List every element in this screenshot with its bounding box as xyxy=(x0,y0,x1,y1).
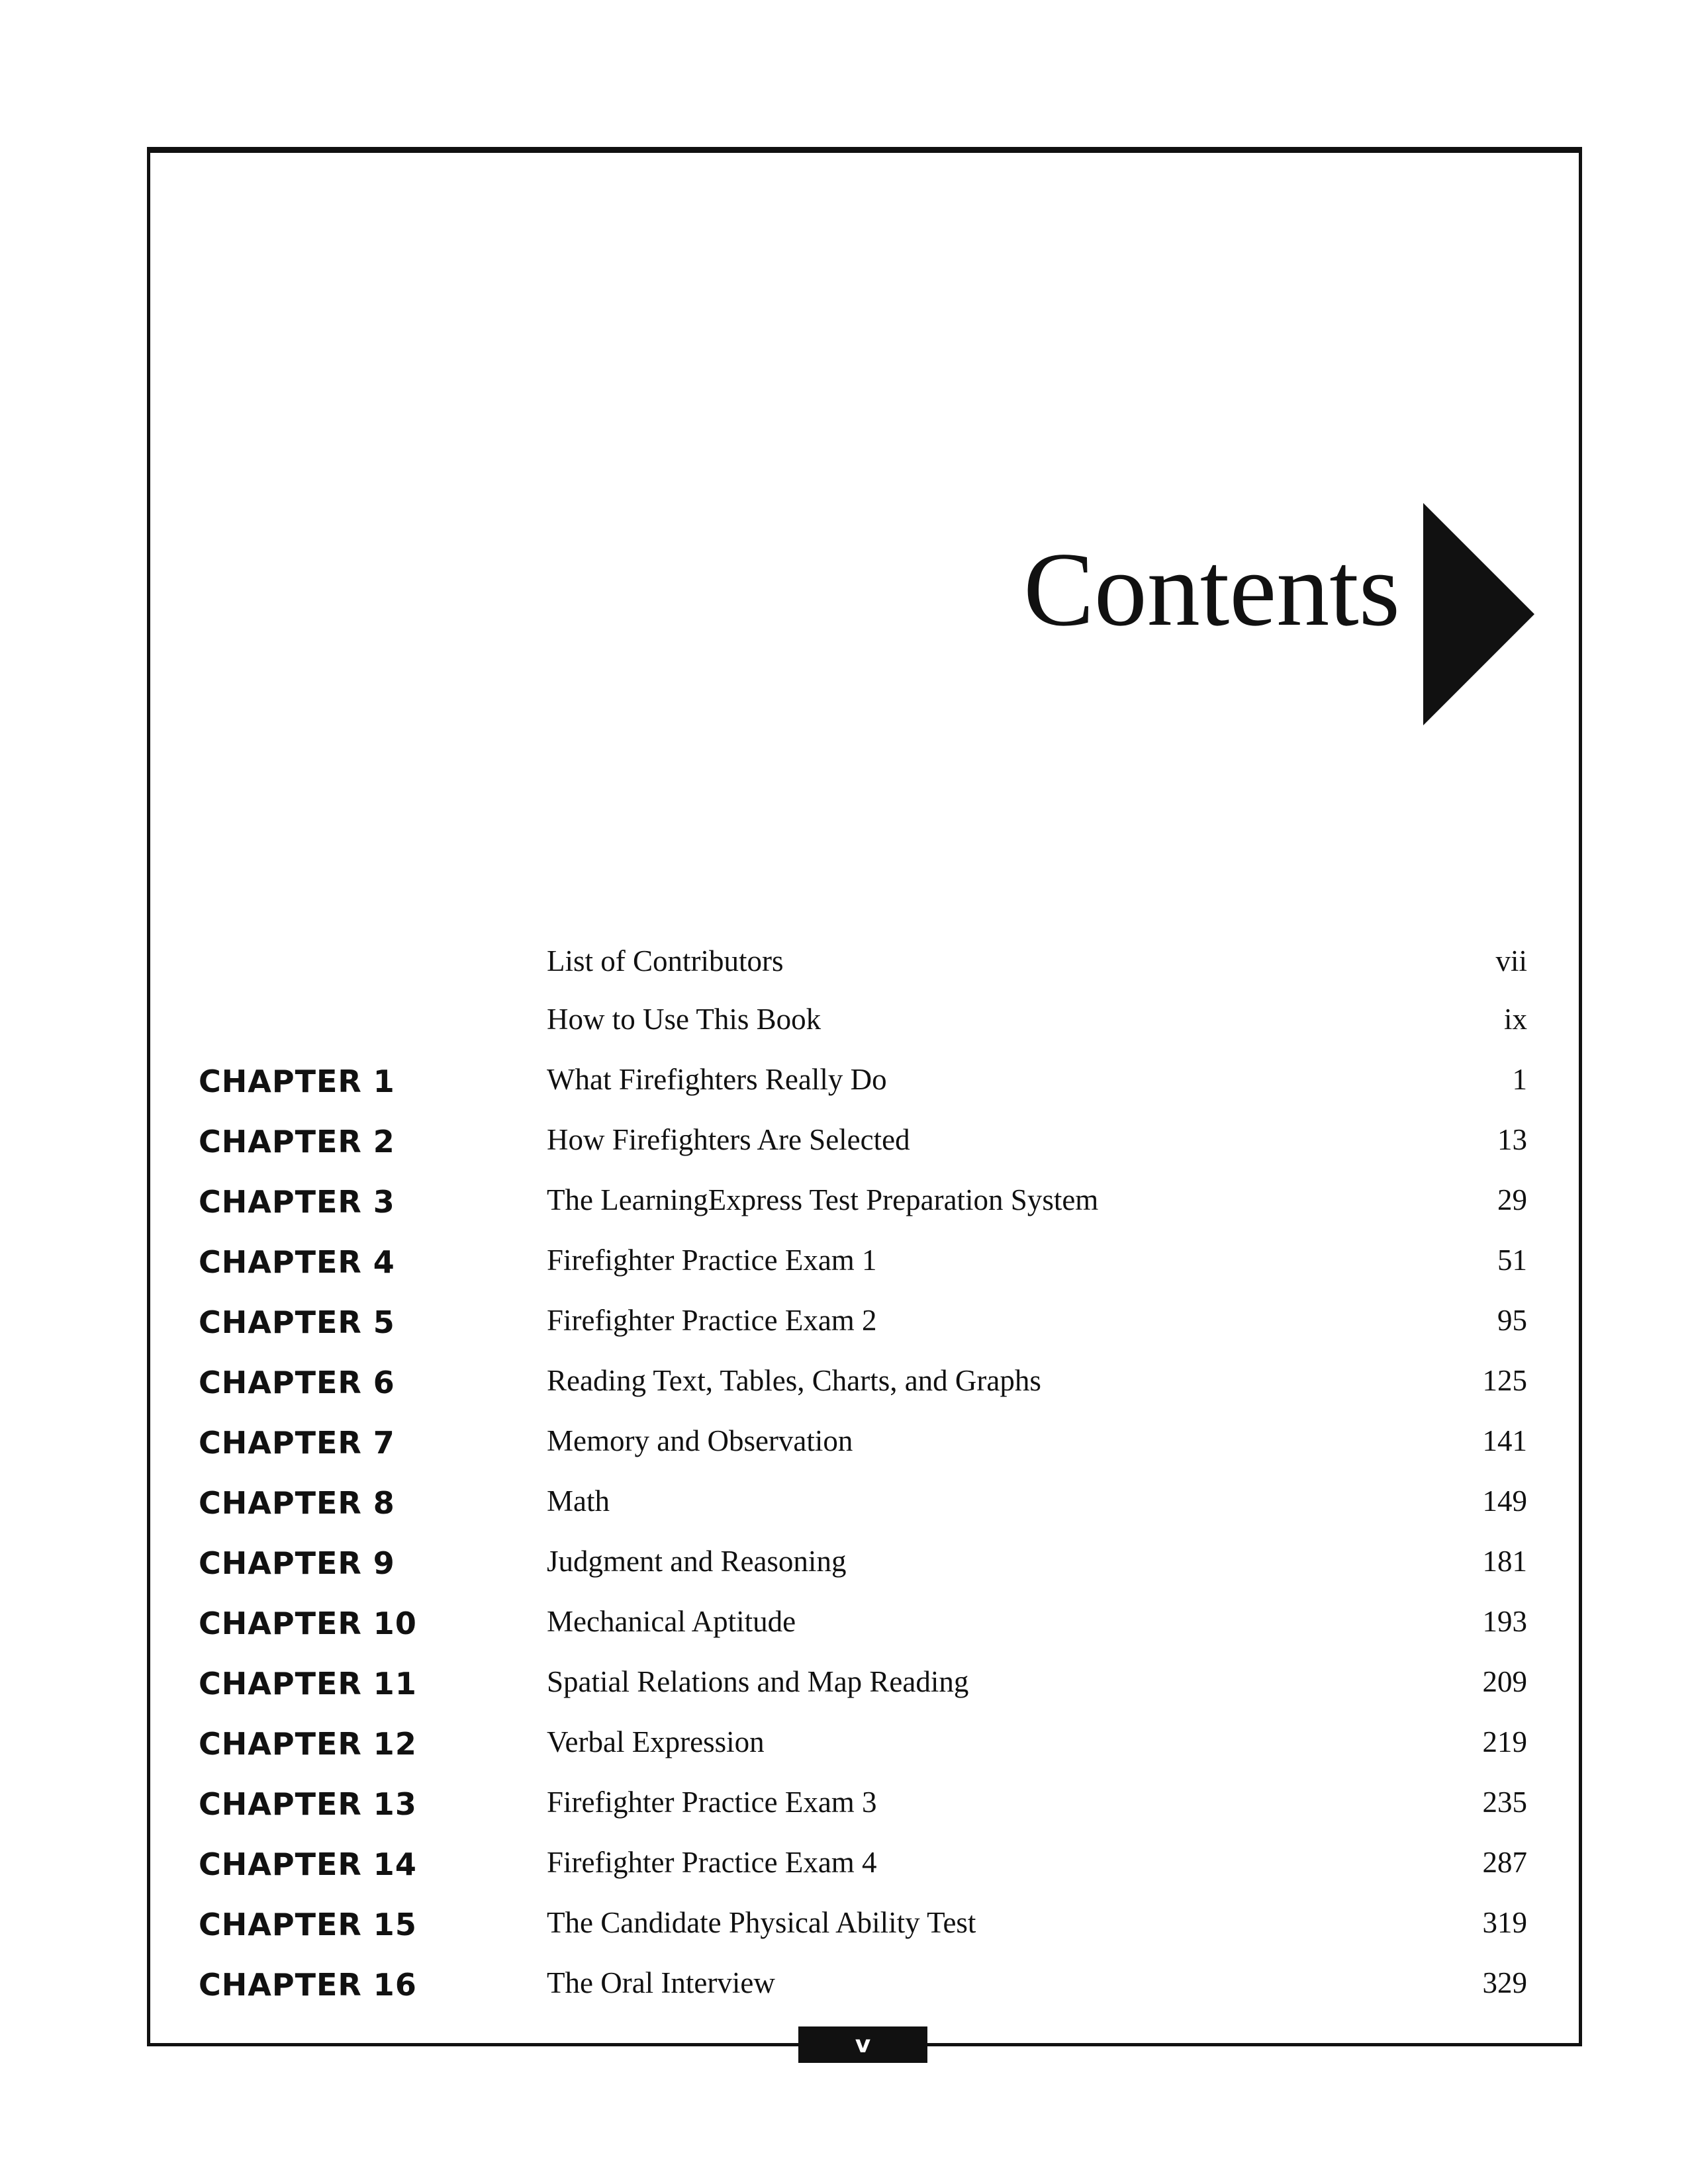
entry-title: Reading Text, Tables, Charts, and Graphs xyxy=(547,1364,1041,1397)
chapter-label: CHAPTER 12 xyxy=(199,1726,417,1762)
page-folio: v xyxy=(798,2026,927,2063)
entry-page-number: ix xyxy=(1503,1003,1527,1036)
chapter-label: CHAPTER 5 xyxy=(199,1304,395,1340)
entry-page-number: 193 xyxy=(1482,1605,1527,1638)
entry-title: Firefighter Practice Exam 1 xyxy=(547,1244,877,1277)
entry-page-number: 95 xyxy=(1497,1304,1527,1337)
entry-title: Verbal Expression xyxy=(547,1725,765,1758)
entry-title: Math xyxy=(547,1484,610,1518)
entry-title: The LearningExpress Test Preparation System xyxy=(547,1183,1099,1216)
toc-entry[interactable] xyxy=(0,1293,1688,1353)
entry-page-number: 141 xyxy=(1482,1424,1527,1457)
entry-page-number: 29 xyxy=(1497,1183,1527,1216)
toc-entry[interactable] xyxy=(0,1895,1688,1955)
entry-title: Firefighter Practice Exam 3 xyxy=(547,1786,877,1819)
entry-page-number: 209 xyxy=(1482,1665,1527,1698)
toc-entry[interactable] xyxy=(0,1473,1688,1533)
triangle-right-icon xyxy=(1423,503,1534,725)
chapter-label: CHAPTER 7 xyxy=(199,1425,395,1461)
toc-entry[interactable] xyxy=(0,1052,1688,1112)
entry-page-number: vii xyxy=(1495,944,1527,978)
entry-page-number: 181 xyxy=(1482,1545,1527,1578)
chapter-label: CHAPTER 3 xyxy=(199,1184,395,1220)
entry-title: The Candidate Physical Ability Test xyxy=(547,1906,976,1939)
entry-page-number: 287 xyxy=(1482,1846,1527,1879)
toc-entry[interactable] xyxy=(0,1654,1688,1714)
toc-entry[interactable] xyxy=(0,1413,1688,1473)
toc-entry[interactable] xyxy=(0,1112,1688,1172)
entry-title: How to Use This Book xyxy=(547,1003,821,1036)
entry-title: Memory and Observation xyxy=(547,1424,853,1457)
entry-page-number: 1 xyxy=(1512,1063,1527,1096)
chapter-label: CHAPTER 11 xyxy=(199,1666,417,1702)
toc-entry[interactable] xyxy=(0,1533,1688,1594)
entry-title: What Firefighters Really Do xyxy=(547,1063,887,1096)
toc-entry[interactable] xyxy=(0,1232,1688,1293)
entry-title: Judgment and Reasoning xyxy=(547,1545,847,1578)
toc-entry[interactable] xyxy=(0,1835,1688,1895)
toc-entry[interactable] xyxy=(0,1955,1688,2015)
entry-page-number: 329 xyxy=(1482,1966,1527,1999)
chapter-label: CHAPTER 10 xyxy=(199,1606,417,1641)
toc-entry[interactable] xyxy=(0,933,1688,993)
entry-title: Firefighter Practice Exam 2 xyxy=(547,1304,877,1337)
entry-page-number: 319 xyxy=(1482,1906,1527,1939)
toc-entry[interactable] xyxy=(0,991,1688,1052)
entry-page-number: 235 xyxy=(1482,1786,1527,1819)
entry-page-number: 51 xyxy=(1497,1244,1527,1277)
entry-title: The Oral Interview xyxy=(547,1966,775,1999)
chapter-label: CHAPTER 16 xyxy=(199,1967,417,2003)
entry-page-number: 219 xyxy=(1482,1725,1527,1758)
toc-entry[interactable] xyxy=(0,1594,1688,1654)
page-title: Contents xyxy=(1023,530,1400,648)
chapter-label: CHAPTER 4 xyxy=(199,1244,395,1280)
chapter-label: CHAPTER 14 xyxy=(199,1846,417,1882)
entry-page-number: 13 xyxy=(1497,1123,1527,1156)
chapter-label: CHAPTER 6 xyxy=(199,1365,395,1400)
chapter-label: CHAPTER 2 xyxy=(199,1124,395,1160)
toc-entry[interactable] xyxy=(0,1774,1688,1835)
chapter-label: CHAPTER 1 xyxy=(199,1064,395,1099)
entry-page-number: 149 xyxy=(1482,1484,1527,1518)
chapter-label: CHAPTER 9 xyxy=(199,1545,395,1581)
toc-entry[interactable] xyxy=(0,1714,1688,1774)
chapter-label: CHAPTER 15 xyxy=(199,1907,417,1942)
chapter-label: CHAPTER 8 xyxy=(199,1485,395,1521)
entry-title: List of Contributors xyxy=(547,944,784,978)
entry-page-number: 125 xyxy=(1482,1364,1527,1397)
entry-title: Spatial Relations and Map Reading xyxy=(547,1665,969,1698)
entry-title: How Firefighters Are Selected xyxy=(547,1123,910,1156)
entry-title: Firefighter Practice Exam 4 xyxy=(547,1846,877,1879)
chapter-label: CHAPTER 13 xyxy=(199,1786,417,1822)
toc-entry[interactable] xyxy=(0,1353,1688,1413)
toc-entry[interactable] xyxy=(0,1172,1688,1232)
entry-title: Mechanical Aptitude xyxy=(547,1605,796,1638)
